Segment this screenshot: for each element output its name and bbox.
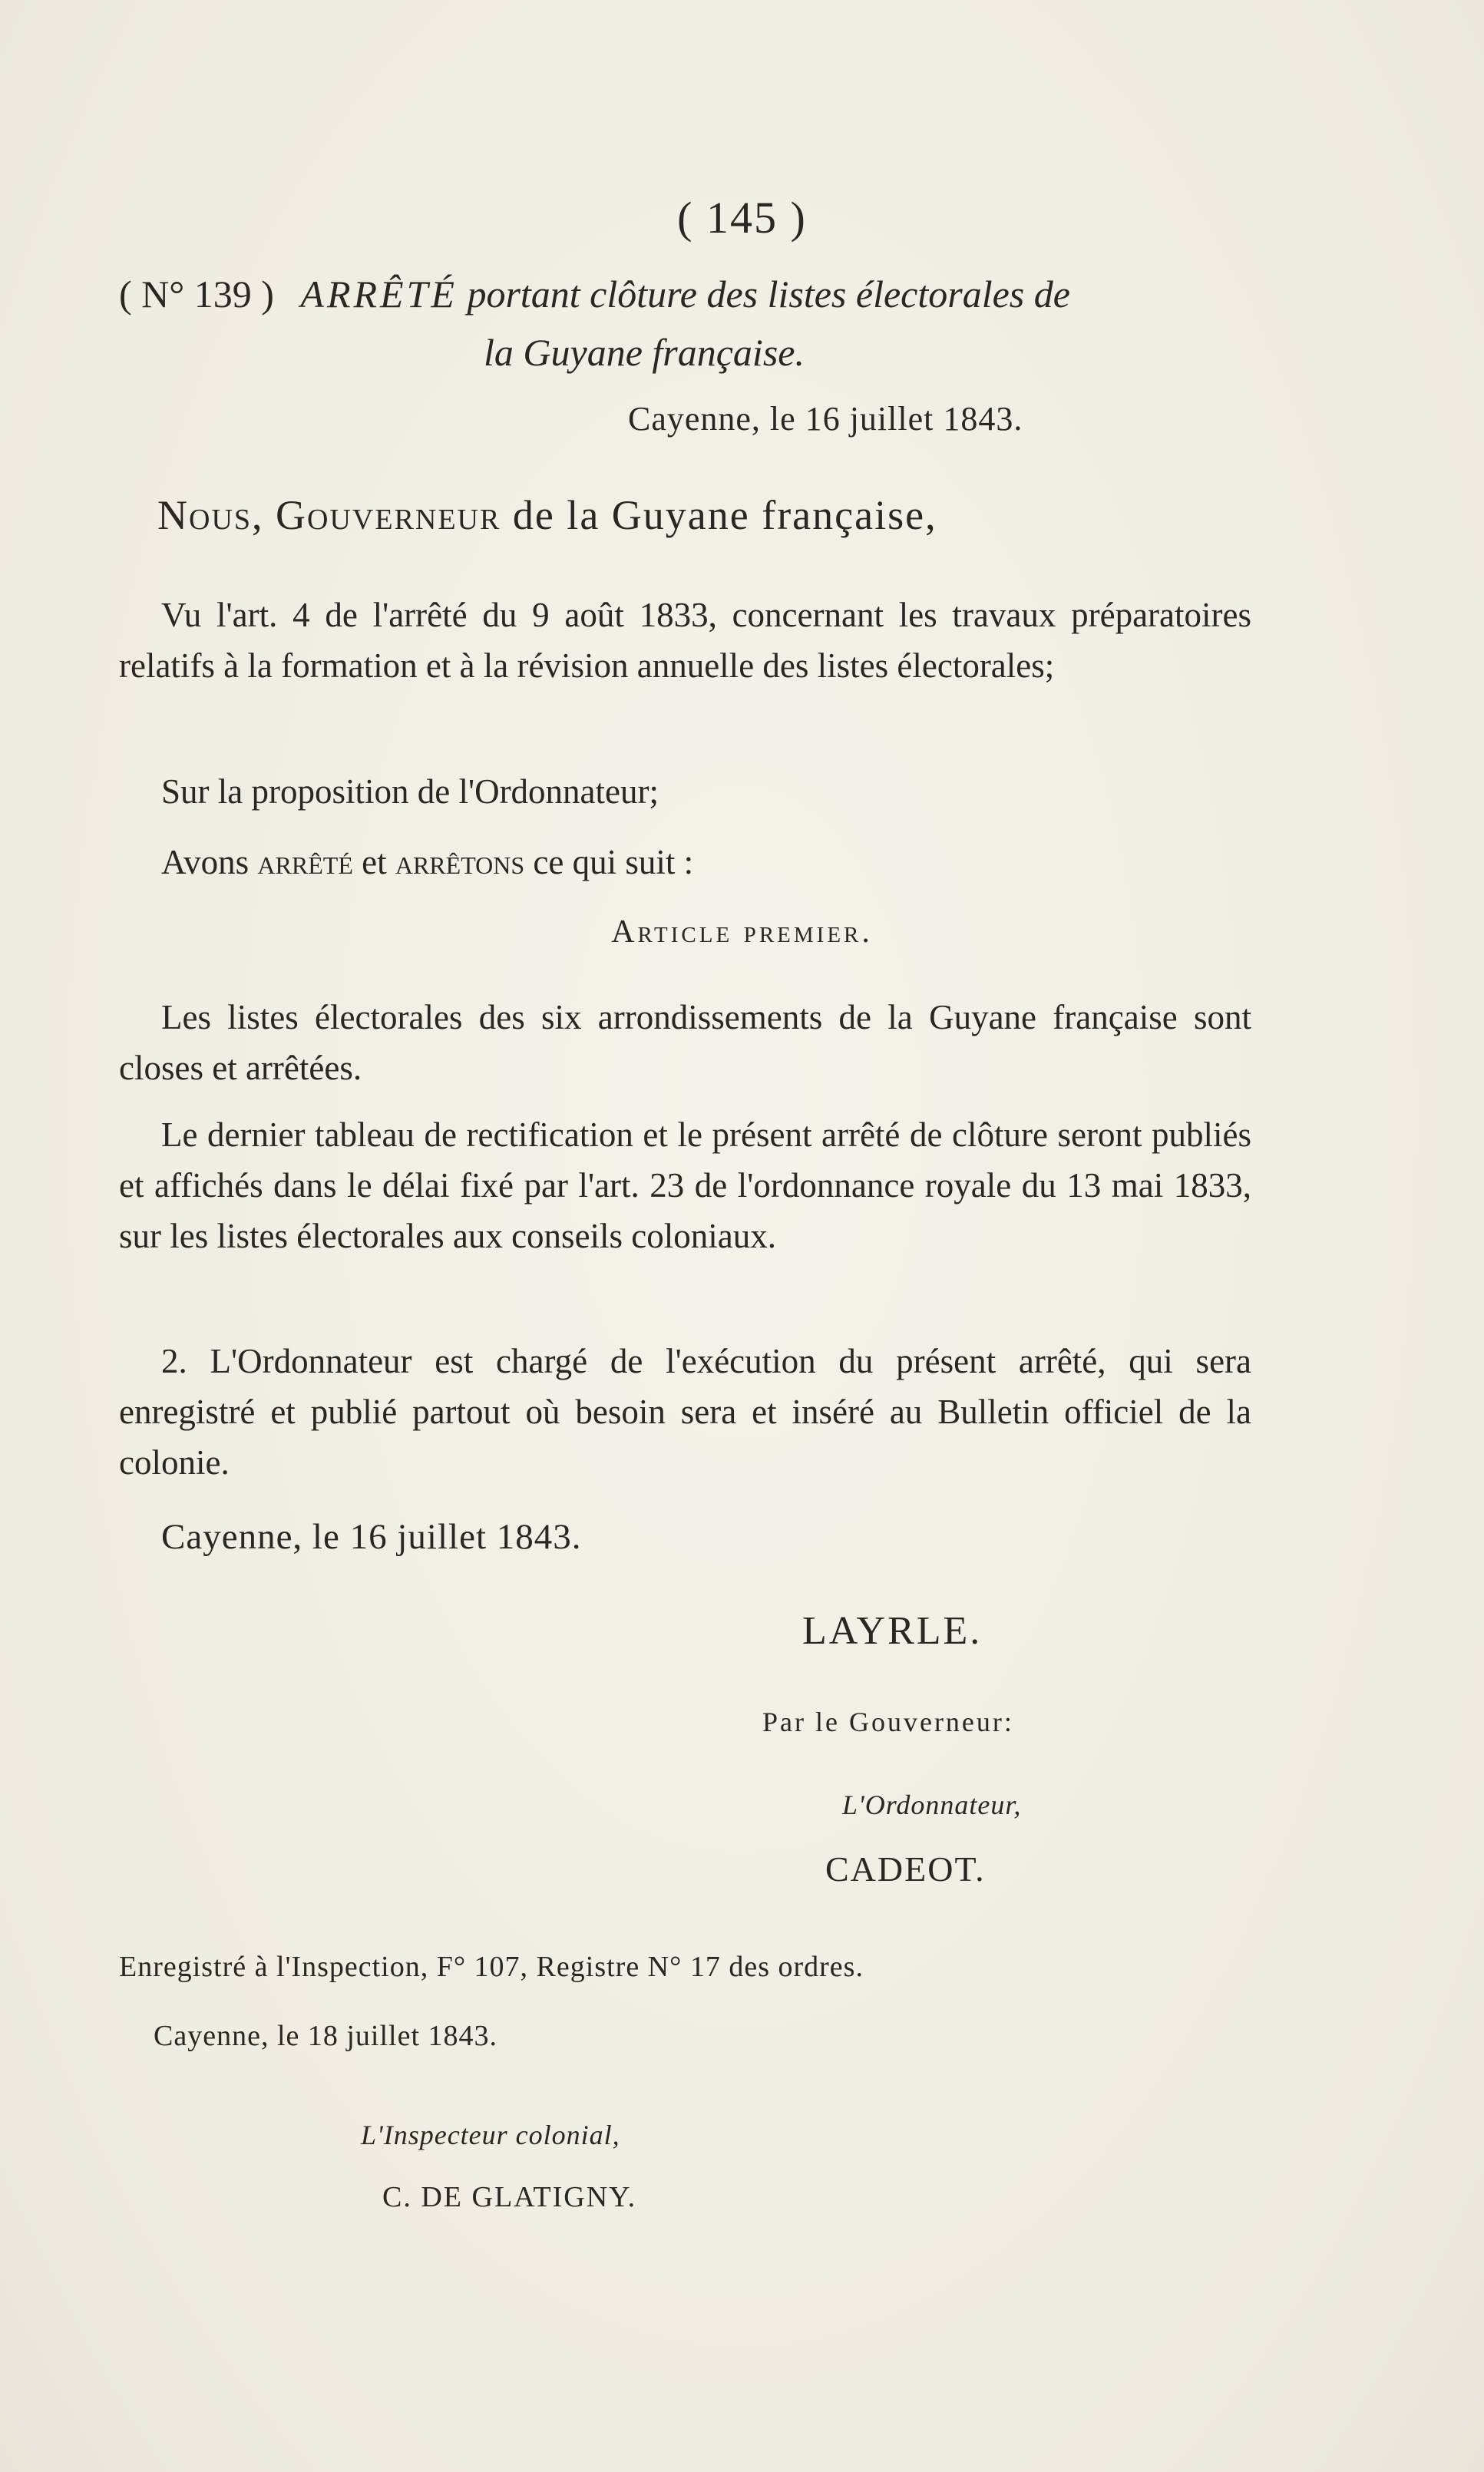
avons-arretons: arrêtons bbox=[395, 843, 525, 881]
closing-date: Cayenne, le 16 juillet 1843. bbox=[161, 1517, 582, 1557]
registration-date: Cayenne, le 18 juillet 1843. bbox=[154, 2020, 498, 2052]
paragraph-vu: Vu l'art. 4 de l'arrêté du 9 août 1833, concernant les travaux préparatoires relatifs à la formation et à la révision annuelle des listes électorales; bbox=[119, 596, 1251, 685]
avons-mid: et bbox=[352, 843, 395, 881]
avons-arrete: arrêté bbox=[257, 843, 353, 881]
nous-gouverneur-prefix: Nous, Gouverneur bbox=[157, 492, 501, 538]
ordonnateur-title: L'Ordonnateur, bbox=[842, 1790, 1022, 1820]
decree-title-line1: portant clôture des listes électorales de bbox=[467, 273, 1070, 316]
ordonnateur-signature: CADEOT. bbox=[825, 1849, 986, 1889]
article-heading: Article premier. bbox=[611, 914, 873, 950]
paragraph-ordonnateur: 2. L'Ordonnateur est chargé de l'exécution du présent arrêté, qui sera enregistré et publié partout où besoin sera et inséré au Bulletin officiel de la colonie. bbox=[119, 1342, 1251, 1482]
inspector-signature: C. DE GLATIGNY. bbox=[382, 2181, 637, 2213]
decree-number: ( N° 139 ) bbox=[119, 273, 274, 316]
decree-title-line2: la Guyane française. bbox=[484, 331, 805, 374]
governor-signature: LAYRLE. bbox=[802, 1609, 983, 1653]
avons-suffix: ce qui suit : bbox=[524, 843, 694, 881]
nous-gouverneur-line bbox=[157, 491, 937, 539]
avons-prefix: Avons bbox=[161, 843, 258, 881]
nous-gouverneur-suffix: de la Guyane française, bbox=[501, 492, 937, 538]
decree-keyword: ARRÊTÉ bbox=[300, 273, 458, 316]
inspector-title: L'Inspecteur colonial, bbox=[361, 2120, 620, 2150]
paragraph-sur: Sur la proposition de l'Ordonnateur; bbox=[161, 772, 659, 811]
paragraph-listes: Les listes électorales des six arrondissements de la Guyane française sont closes et arrêtées. bbox=[119, 998, 1251, 1087]
paragraph-avons bbox=[119, 837, 1251, 887]
paragraph-dernier-tableau: Le dernier tableau de rectification et le présent arrêté de clôture seront publiés et affichés dans le délai fixé par l'art. 23 de l'ordonnance royale du 13 mai 1833, sur les listes électorales aux conseils coloniaux. bbox=[119, 1115, 1251, 1255]
registration-line: Enregistré à l'Inspection, F° 107, Registre N° 17 des ordres. bbox=[119, 1951, 864, 1983]
decree-date: Cayenne, le 16 juillet 1843. bbox=[628, 400, 1023, 438]
page-number: ( 145 ) bbox=[677, 193, 807, 243]
decree-title bbox=[119, 265, 1251, 382]
par-le-gouverneur: Par le Gouverneur: bbox=[762, 1707, 1014, 1737]
